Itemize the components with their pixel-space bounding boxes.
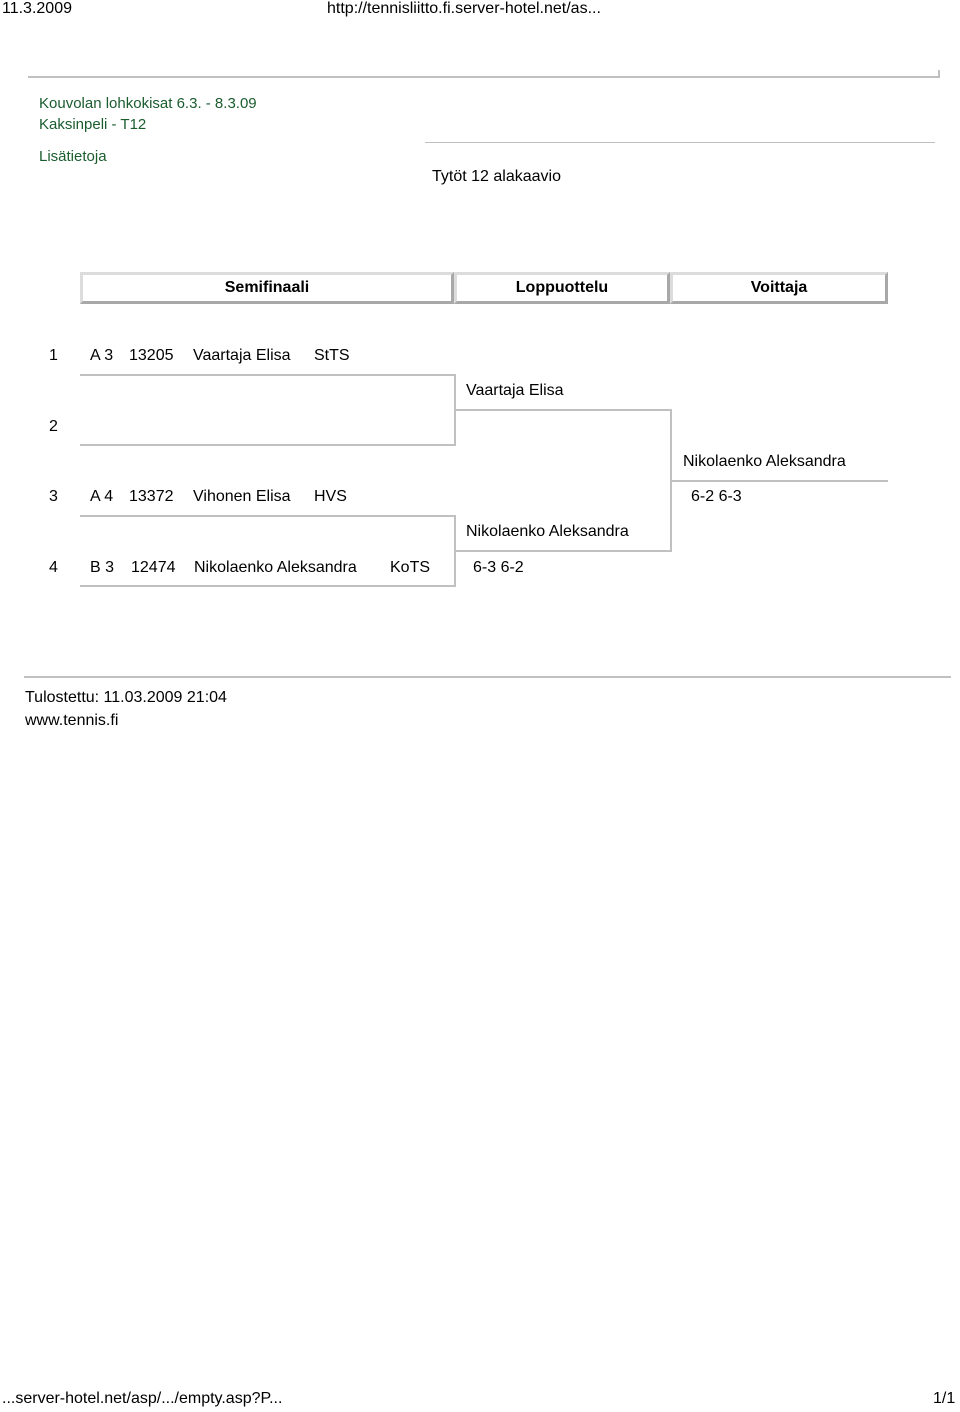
entry-name: Vaartaja Elisa [193,347,291,364]
top-divider [28,76,940,78]
print-url: http://tennisliitto.fi.server-hotel.net/as... [327,0,601,17]
bracket-line [80,515,456,517]
print-page-number: 1/1 [933,1390,956,1407]
site-link[interactable]: www.tennis.fi [25,712,119,729]
entry-id: 13372 [129,488,174,505]
event-title: Kouvolan lohkokisat 6.3. - 8.3.09 [39,95,257,112]
printed-timestamp: Tulostettu: 11.03.2009 21:04 [25,689,227,706]
column-final: Loppuottelu [454,272,670,304]
entry-seed: A 3 [90,347,114,364]
entry-position: 1 [49,347,58,364]
entry-seed: A 4 [90,488,114,505]
entry-position: 3 [49,488,58,505]
entry-name: Vihonen Elisa [193,488,291,505]
column-winner: Voittaja [670,272,888,304]
entry-position: 4 [49,559,58,576]
print-date: 11.3.2009 [2,0,72,17]
draw-divider [425,142,935,143]
entry-club: HVS [314,488,347,505]
entry-club: KoTS [390,559,431,576]
top-divider-tick [938,70,940,78]
event-subtitle: Kaksinpeli - T12 [39,116,147,133]
entry-club: StTS [314,347,350,364]
semifinal-winner-name: Vaartaja Elisa [466,382,564,399]
entry-id: 13205 [129,347,174,364]
bracket-line [454,550,672,552]
draw-name: Tytöt 12 alakaavio [432,168,561,185]
semifinal-score: 6-3 6-2 [473,559,524,576]
bracket-line [80,585,456,587]
info-link[interactable]: Lisätietoja [39,148,107,165]
winner-name: Nikolaenko Aleksandra [683,453,846,470]
bracket-line [670,480,888,482]
winner-score: 6-2 6-3 [691,488,742,505]
bracket-line [80,374,456,376]
bracket-line [454,409,672,411]
footer-divider [24,676,951,678]
print-footer-url: ...server-hotel.net/asp/.../empty.asp?P... [2,1390,283,1407]
semifinal-winner-name: Nikolaenko Aleksandra [466,523,629,540]
bracket-line [80,444,456,446]
column-semifinal: Semifinaali [80,272,454,304]
entry-seed: B 3 [90,559,115,576]
entry-id: 12474 [131,559,176,576]
entry-position: 2 [49,418,58,435]
entry-name: Nikolaenko Aleksandra [194,559,357,576]
